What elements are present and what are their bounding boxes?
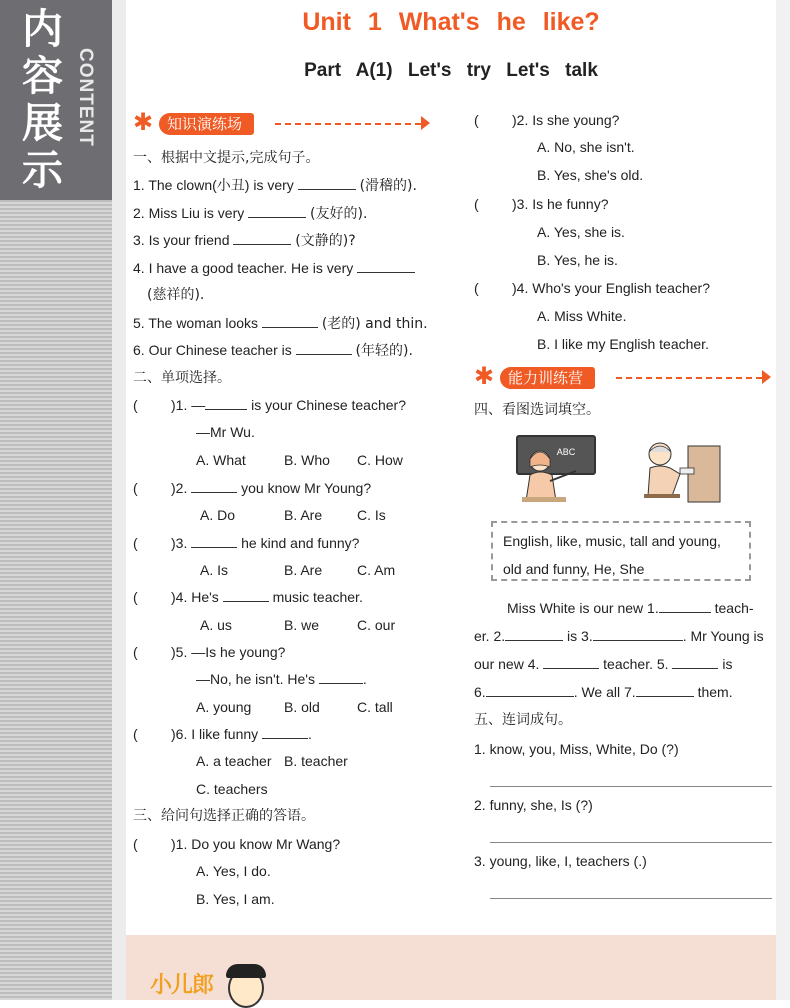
option-a[interactable]: A. a teacher <box>196 753 272 769</box>
page-right-edge <box>776 0 790 1000</box>
answer-blank[interactable] <box>298 177 356 190</box>
reply-question-4: ( )4. Who's your English teacher? <box>474 280 710 296</box>
option-b[interactable]: B. Yes, I am. <box>196 891 275 907</box>
option-a[interactable]: A. What <box>196 452 246 468</box>
question-4: 4. I have a good teacher. He is very <box>133 259 415 277</box>
answer-blank[interactable] <box>191 535 237 548</box>
option-c[interactable]: C. How <box>357 452 403 468</box>
question-5: 5. The woman looks (老的) and thin. <box>133 315 428 332</box>
answer-blank[interactable] <box>659 600 711 613</box>
choice-question-1-answer: —Mr Wu. <box>196 424 255 440</box>
option-a[interactable]: A. Do <box>200 507 236 523</box>
footer-logo: 小儿郎 <box>150 973 214 998</box>
answer-blank[interactable] <box>486 684 574 697</box>
choice-question-1: ( )1. — is your Chinese teacher? <box>133 397 406 413</box>
option-b[interactable]: B. Are <box>284 562 323 578</box>
reply-question-1: ( )1. Do you know Mr Wang? <box>133 836 341 852</box>
options-row <box>200 506 386 524</box>
arrow-right-icon <box>421 116 430 130</box>
teacher-blackboard-illustration <box>516 435 596 503</box>
section-heading: 五、连词成句。 <box>474 712 572 728</box>
section-heading: 三、给问句选择正确的答语。 <box>133 808 315 824</box>
question-2: 2. Miss Liu is very (友好的). <box>133 205 368 222</box>
section-heading: 四、看图选词填空。 <box>474 402 600 418</box>
question-3: 3. Is your friend (文静的)? <box>133 232 356 249</box>
option-b[interactable]: B. Yes, he is. <box>537 252 618 268</box>
passage-line-1: Miss White is our new 1. teach- <box>507 600 754 616</box>
choice-question-2: ( )2. you know Mr Young? <box>133 480 372 496</box>
answer-blank[interactable] <box>223 589 269 602</box>
option-c[interactable]: C. Am <box>357 562 396 578</box>
option-a[interactable]: A. Yes, she is. <box>537 224 625 240</box>
section-banner-training <box>474 363 774 390</box>
passage-line-3: our new 4. teacher. 5. is <box>474 656 733 672</box>
options-row <box>196 698 393 716</box>
reply-question-2: ( )2. Is she young? <box>474 112 620 128</box>
option-c[interactable]: C. tall <box>357 699 393 715</box>
option-a[interactable]: A. No, she isn't. <box>537 139 635 155</box>
answer-blank[interactable] <box>505 628 563 641</box>
answer-blank[interactable] <box>233 232 291 245</box>
option-a[interactable]: A. Miss White. <box>537 308 627 324</box>
option-a[interactable]: A. young <box>196 699 252 715</box>
option-b[interactable]: B. teacher <box>284 753 348 769</box>
options-row <box>196 752 348 770</box>
answer-blank[interactable] <box>248 205 306 218</box>
option-b[interactable]: B. Yes, she's old. <box>537 167 644 183</box>
section-heading: 一、根据中文提示,完成句子。 <box>133 150 320 166</box>
choice-question-3: ( )3. he kind and funny? <box>133 535 360 551</box>
answer-blank[interactable] <box>296 342 352 355</box>
arrow-right-icon <box>762 370 771 384</box>
choice-question-6: ( )6. I like funny . <box>133 726 312 742</box>
answer-blank[interactable] <box>205 397 247 410</box>
passage-line-2: er. 2. is 3. . Mr Young is <box>474 628 764 644</box>
question-6: 6. Our Chinese teacher is (年轻的). <box>133 342 413 359</box>
page-subtitle: Part A(1) Let's try Let's talk <box>304 60 598 81</box>
choice-question-5-answer: —No, he isn't. He's . <box>196 671 367 687</box>
option-b[interactable]: B. I like my English teacher. <box>537 336 709 352</box>
option-b[interactable]: B. old <box>284 699 320 715</box>
answer-line[interactable] <box>490 786 772 787</box>
answer-blank[interactable] <box>593 628 683 641</box>
option-c[interactable]: C. teachers <box>196 781 268 797</box>
blackboard-text: ABC <box>556 447 576 457</box>
runner-icon: ✱ <box>474 363 495 390</box>
word-bank: English, like, music, tall and young, old and funny, He, She <box>491 521 751 581</box>
answer-blank[interactable] <box>543 656 599 669</box>
sidebar-subtitle: CONTENT <box>75 48 96 147</box>
answer-blank[interactable] <box>262 726 308 739</box>
passage-line-4: 6. . We all 7. them. <box>474 684 733 700</box>
answer-blank[interactable] <box>319 671 363 684</box>
mascot-hair-icon <box>226 964 266 978</box>
answer-line[interactable] <box>490 842 772 843</box>
option-a[interactable]: A. us <box>200 617 232 633</box>
banner-label: 知识演练场 <box>159 113 254 135</box>
banner-dashed-line <box>616 377 762 379</box>
options-row <box>196 451 403 469</box>
option-b[interactable]: B. Who <box>284 452 330 468</box>
reorder-question-1: 1. know, you, Miss, White, Do (?) <box>474 741 679 757</box>
choice-question-5: ( )5. —Is he young? <box>133 644 286 660</box>
banner-label: 能力训练营 <box>500 367 595 389</box>
answer-blank[interactable] <box>262 315 318 328</box>
question-1: 1. The clown(小丑) is very (滑稽的). <box>133 177 417 194</box>
choice-question-4: ( )4. He's music teacher. <box>133 589 363 605</box>
page-title: Unit 1 What's he like? <box>302 8 600 36</box>
page-gutter <box>112 0 126 1000</box>
runner-icon: ✱ <box>133 109 154 136</box>
answer-blank[interactable] <box>636 684 694 697</box>
options-row <box>200 561 395 579</box>
answer-blank[interactable] <box>672 656 718 669</box>
option-a[interactable]: A. Yes, I do. <box>196 863 271 879</box>
section-banner-practice <box>133 109 433 136</box>
old-man-piano-illustration <box>640 438 724 504</box>
options-row <box>200 616 395 634</box>
reorder-question-2: 2. funny, she, Is (?) <box>474 797 593 813</box>
option-b[interactable]: B. Are <box>284 507 323 523</box>
answer-blank[interactable] <box>191 480 237 493</box>
banner-dashed-line <box>275 123 421 125</box>
answer-line[interactable] <box>490 898 772 899</box>
option-c[interactable]: C. our <box>357 617 396 633</box>
option-c[interactable]: C. Is <box>357 507 386 523</box>
sidebar-title: 内容展示 <box>22 5 63 194</box>
section-heading: 二、单项选择。 <box>133 370 231 386</box>
answer-blank[interactable] <box>357 260 415 273</box>
reorder-question-3: 3. young, like, I, teachers (.) <box>474 853 647 869</box>
question-4-hint: (慈祥的). <box>147 287 205 303</box>
footer-band <box>126 935 776 1000</box>
reply-question-3: ( )3. Is he funny? <box>474 196 609 212</box>
option-b[interactable]: B. we <box>284 617 320 633</box>
option-a[interactable]: A. Is <box>200 562 229 578</box>
